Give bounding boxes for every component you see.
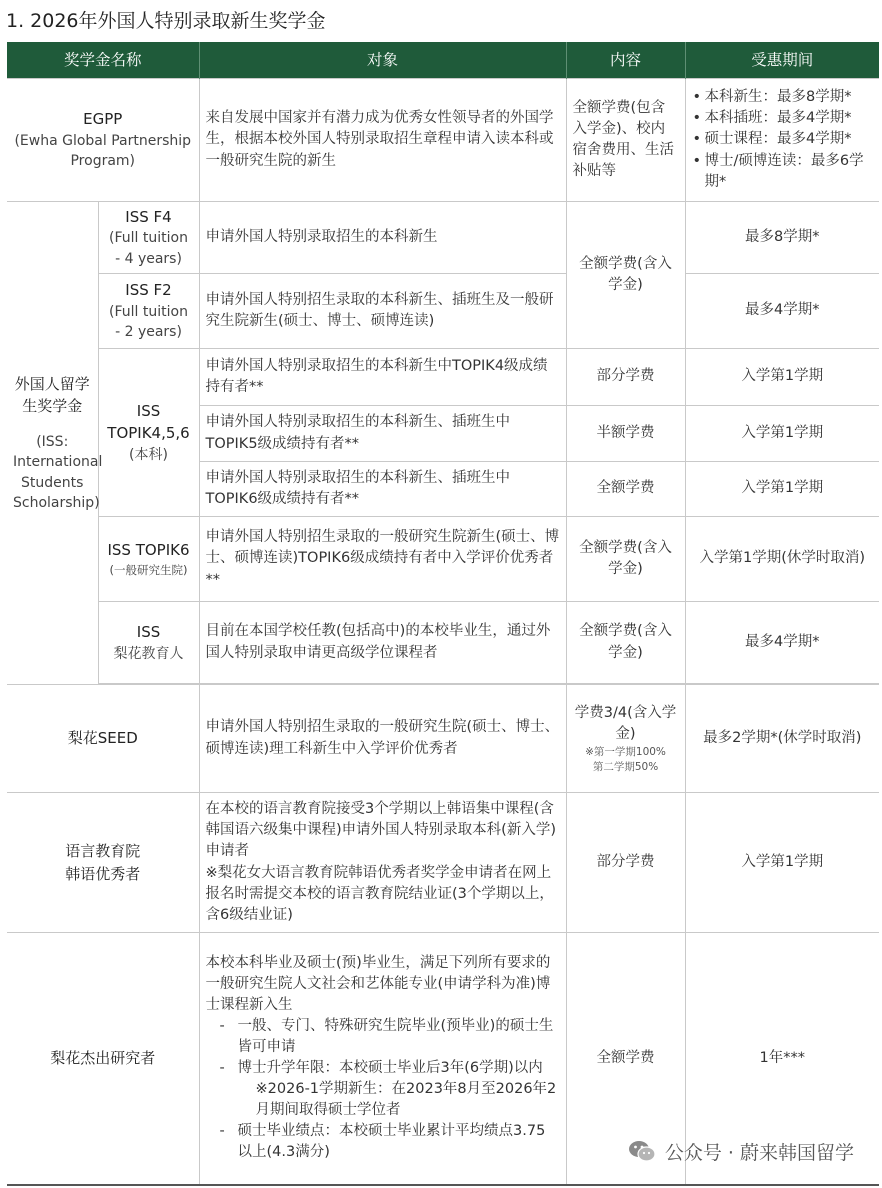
list-item: • 硕士课程：最多4学期* bbox=[692, 129, 874, 150]
lang-target-cell bbox=[199, 793, 566, 933]
column-header-content: 内容 bbox=[566, 42, 685, 79]
lang-content: 部分学费 bbox=[566, 793, 685, 933]
egpp-target: 来自发展中国家并有潜力成为优秀女性领导者的外国学生，根据本校外国人特别录取招生章程申请入读本科或一般研究生院的新生 bbox=[199, 79, 566, 202]
iss-topik4-content: 部分学费 bbox=[566, 349, 685, 406]
seed-content-note2: 第二学期50% bbox=[592, 760, 659, 773]
lang-name-line1: 语言教育院 bbox=[65, 842, 141, 860]
iss-topik6-period: 入学第1学期(休学时取消) bbox=[685, 517, 879, 602]
iss-topik5-content: 半额学费 bbox=[566, 406, 685, 462]
iss-f4-sub: (Full tuition - 4 years) bbox=[109, 230, 188, 267]
scholarship-table bbox=[7, 42, 879, 1186]
watermark bbox=[627, 1136, 854, 1166]
lang-name-line2: 韩语优秀者 bbox=[65, 864, 141, 883]
list-item: - 硕士毕业绩点：本校硕士毕业累计平均绩点3.75以上(4.3满分) bbox=[220, 1121, 560, 1163]
egpp-name: EGPP bbox=[83, 110, 123, 129]
iss-topik6-name: ISS TOPIK6 bbox=[107, 541, 190, 560]
seed-content-cell bbox=[566, 685, 685, 793]
researcher-target-cell bbox=[199, 933, 566, 1185]
iss-teacher-period: 最多4学期* bbox=[685, 602, 879, 684]
lang-note: ※梨花女大语言教育院韩语优秀者奖学金申请者在网上报名时需提交本校的语言教育院结业证(3个学期以上，含6级结业证) bbox=[205, 864, 554, 923]
list-item: - 一般、专门、特殊研究生院毕业(预毕业)的硕士生皆可申请 bbox=[220, 1016, 560, 1058]
iss-topik6u-target: 申请外国人特别录取招生的本科新生、插班生中TOPIK6级成绩持有者** bbox=[199, 462, 566, 517]
requirement-text: 博士升学年限：本校硕士毕业后3年(6学期)以内 bbox=[237, 1060, 543, 1077]
iss-topik4-target: 申请外国人特别录取招生的本科新生中TOPIK4级成绩持有者** bbox=[199, 349, 566, 406]
iss-f2-name-cell bbox=[98, 274, 199, 349]
iss-f4-period: 最多8学期* bbox=[685, 202, 879, 274]
researcher-name: 梨花杰出研究者 bbox=[50, 1049, 156, 1067]
seed-content: 学费3/4(含入学金) bbox=[574, 705, 677, 743]
list-item bbox=[220, 1058, 560, 1121]
table-row-language bbox=[7, 793, 879, 933]
researcher-name-cell bbox=[7, 933, 199, 1185]
researcher-period: 1年*** bbox=[685, 933, 879, 1185]
iss-teacher-content: 全额学费(含入学金) bbox=[566, 602, 685, 684]
iss-f4-name-cell bbox=[98, 202, 199, 274]
egpp-content: 全额学费(包含入学金)、校内宿舍费用、生活补贴等 bbox=[566, 79, 685, 202]
iss-f-content: 全额学费(含入学金) bbox=[566, 202, 685, 349]
iss-topik6-target: 申请外国人特别招生录取的一般研究生院新生(硕士、博士、硕博连读)TOPIK6级成绩持有者中入学评价优秀者** bbox=[199, 517, 566, 602]
table-header-row bbox=[7, 42, 879, 79]
wechat-icon bbox=[627, 1138, 657, 1164]
seed-content-note1: ※第一学期100% bbox=[585, 746, 666, 759]
iss-topik6-content: 全额学费(含入学金) bbox=[566, 517, 685, 602]
iss-teacher-name-cell bbox=[98, 602, 199, 684]
seed-period: 最多2学期*(休学时取消) bbox=[685, 685, 879, 793]
table-row-egpp bbox=[7, 79, 879, 202]
page-title: 1. 2026年外国人特别录取新生奖学金 bbox=[6, 10, 326, 32]
table-row-iss-f2 bbox=[7, 274, 879, 349]
seed-target: 申请外国人特别招生录取的一般研究生院(硕士、博士、硕博连读)理工科新生中入学评价优秀者 bbox=[199, 685, 566, 793]
iss-teacher-sub: 梨花教育人 bbox=[113, 645, 184, 662]
list-item: • 本科新生：最多8学期* bbox=[692, 87, 874, 108]
iss-f2-name: ISS F2 bbox=[125, 281, 172, 300]
iss-f2-target: 申请外国人特别招生录取的本科新生、插班生及一般研究生院新生(硕士、博士、硕博连读) bbox=[199, 274, 566, 349]
seed-name-cell bbox=[7, 685, 199, 793]
lang-target: 在本校的语言教育院接受3个学期以上韩语集中课程(含韩国语六级集中课程)申请外国人特别录取本科(新入学)申请者 bbox=[205, 801, 556, 860]
iss-group-name: 外国人留学生奖学金 bbox=[14, 374, 90, 416]
iss-topik456-sub: (本科) bbox=[129, 446, 168, 463]
iss-topik4-period: 入学第1学期 bbox=[685, 349, 879, 406]
iss-group-cell bbox=[7, 202, 103, 685]
list-item: • 本科插班：最多4学期* bbox=[692, 108, 874, 129]
table-row-iss-topik4 bbox=[7, 349, 879, 406]
iss-topik6u-period: 入学第1学期 bbox=[685, 462, 879, 517]
egpp-name-cell bbox=[7, 79, 199, 202]
watermark-text: 公众号 · 蔚来韩国留学 bbox=[664, 1141, 854, 1164]
table-row-iss-f4 bbox=[7, 202, 879, 274]
lang-name-cell bbox=[7, 793, 199, 933]
table-row-iss-ewha-teacher bbox=[7, 602, 879, 684]
iss-group-full-name: (ISS: International Students Scholarship) bbox=[13, 433, 103, 511]
column-header-target: 对象 bbox=[199, 42, 566, 79]
iss-topik6-name-cell bbox=[98, 517, 199, 602]
table-row-iss-topik6-grad bbox=[7, 517, 879, 602]
researcher-target: 本校本科毕业及硕士(预)毕业生，满足下列所有要求的一般研究生院人文社会和艺体能专业(申请学科为准)博士课程新入生 bbox=[205, 955, 551, 1014]
iss-topik456-name: ISS TOPIK4,5,6 bbox=[107, 401, 190, 443]
iss-topik5-target: 申请外国人特别录取招生的本科新生、插班生中TOPIK5级成绩持有者** bbox=[199, 406, 566, 462]
researcher-content: 全额学费 bbox=[566, 933, 685, 1185]
researcher-requirements bbox=[206, 1016, 560, 1163]
iss-topik6-sub: (一般研究生院) bbox=[109, 562, 188, 577]
iss-teacher-target: 目前在本国学校任教(包括高中)的本校毕业生，通过外国人特别录取申请更高级学位课程者 bbox=[199, 602, 566, 684]
egpp-period-cell bbox=[685, 79, 879, 202]
column-header-name: 奖学金名称 bbox=[7, 42, 199, 79]
column-header-period: 受惠期间 bbox=[685, 42, 879, 79]
iss-f4-target: 申请外国人特别录取招生的本科新生 bbox=[199, 202, 566, 274]
iss-f2-period: 最多4学期* bbox=[685, 274, 879, 349]
seed-name: 梨花SEED bbox=[67, 729, 138, 748]
list-item: • 博士/硕博连读：最多6学期* bbox=[692, 151, 874, 193]
iss-f2-sub: (Full tuition - 2 years) bbox=[109, 303, 188, 341]
iss-topik6u-content: 全额学费 bbox=[566, 462, 685, 517]
lang-period: 入学第1学期 bbox=[685, 793, 879, 933]
egpp-full-name: (Ewha Global Partnership Program) bbox=[14, 132, 192, 170]
egpp-period-list bbox=[692, 87, 874, 192]
iss-teacher-name: ISS bbox=[136, 623, 161, 642]
iss-topik5-period: 入学第1学期 bbox=[685, 406, 879, 462]
requirement-note: ※2026-1学期新生：在2023年8月至2026年2月期间取得硕士学位者 bbox=[255, 1081, 557, 1119]
iss-f4-name: ISS F4 bbox=[125, 207, 172, 226]
iss-topik456-name-cell bbox=[98, 349, 199, 517]
table-row-seed bbox=[7, 685, 879, 793]
